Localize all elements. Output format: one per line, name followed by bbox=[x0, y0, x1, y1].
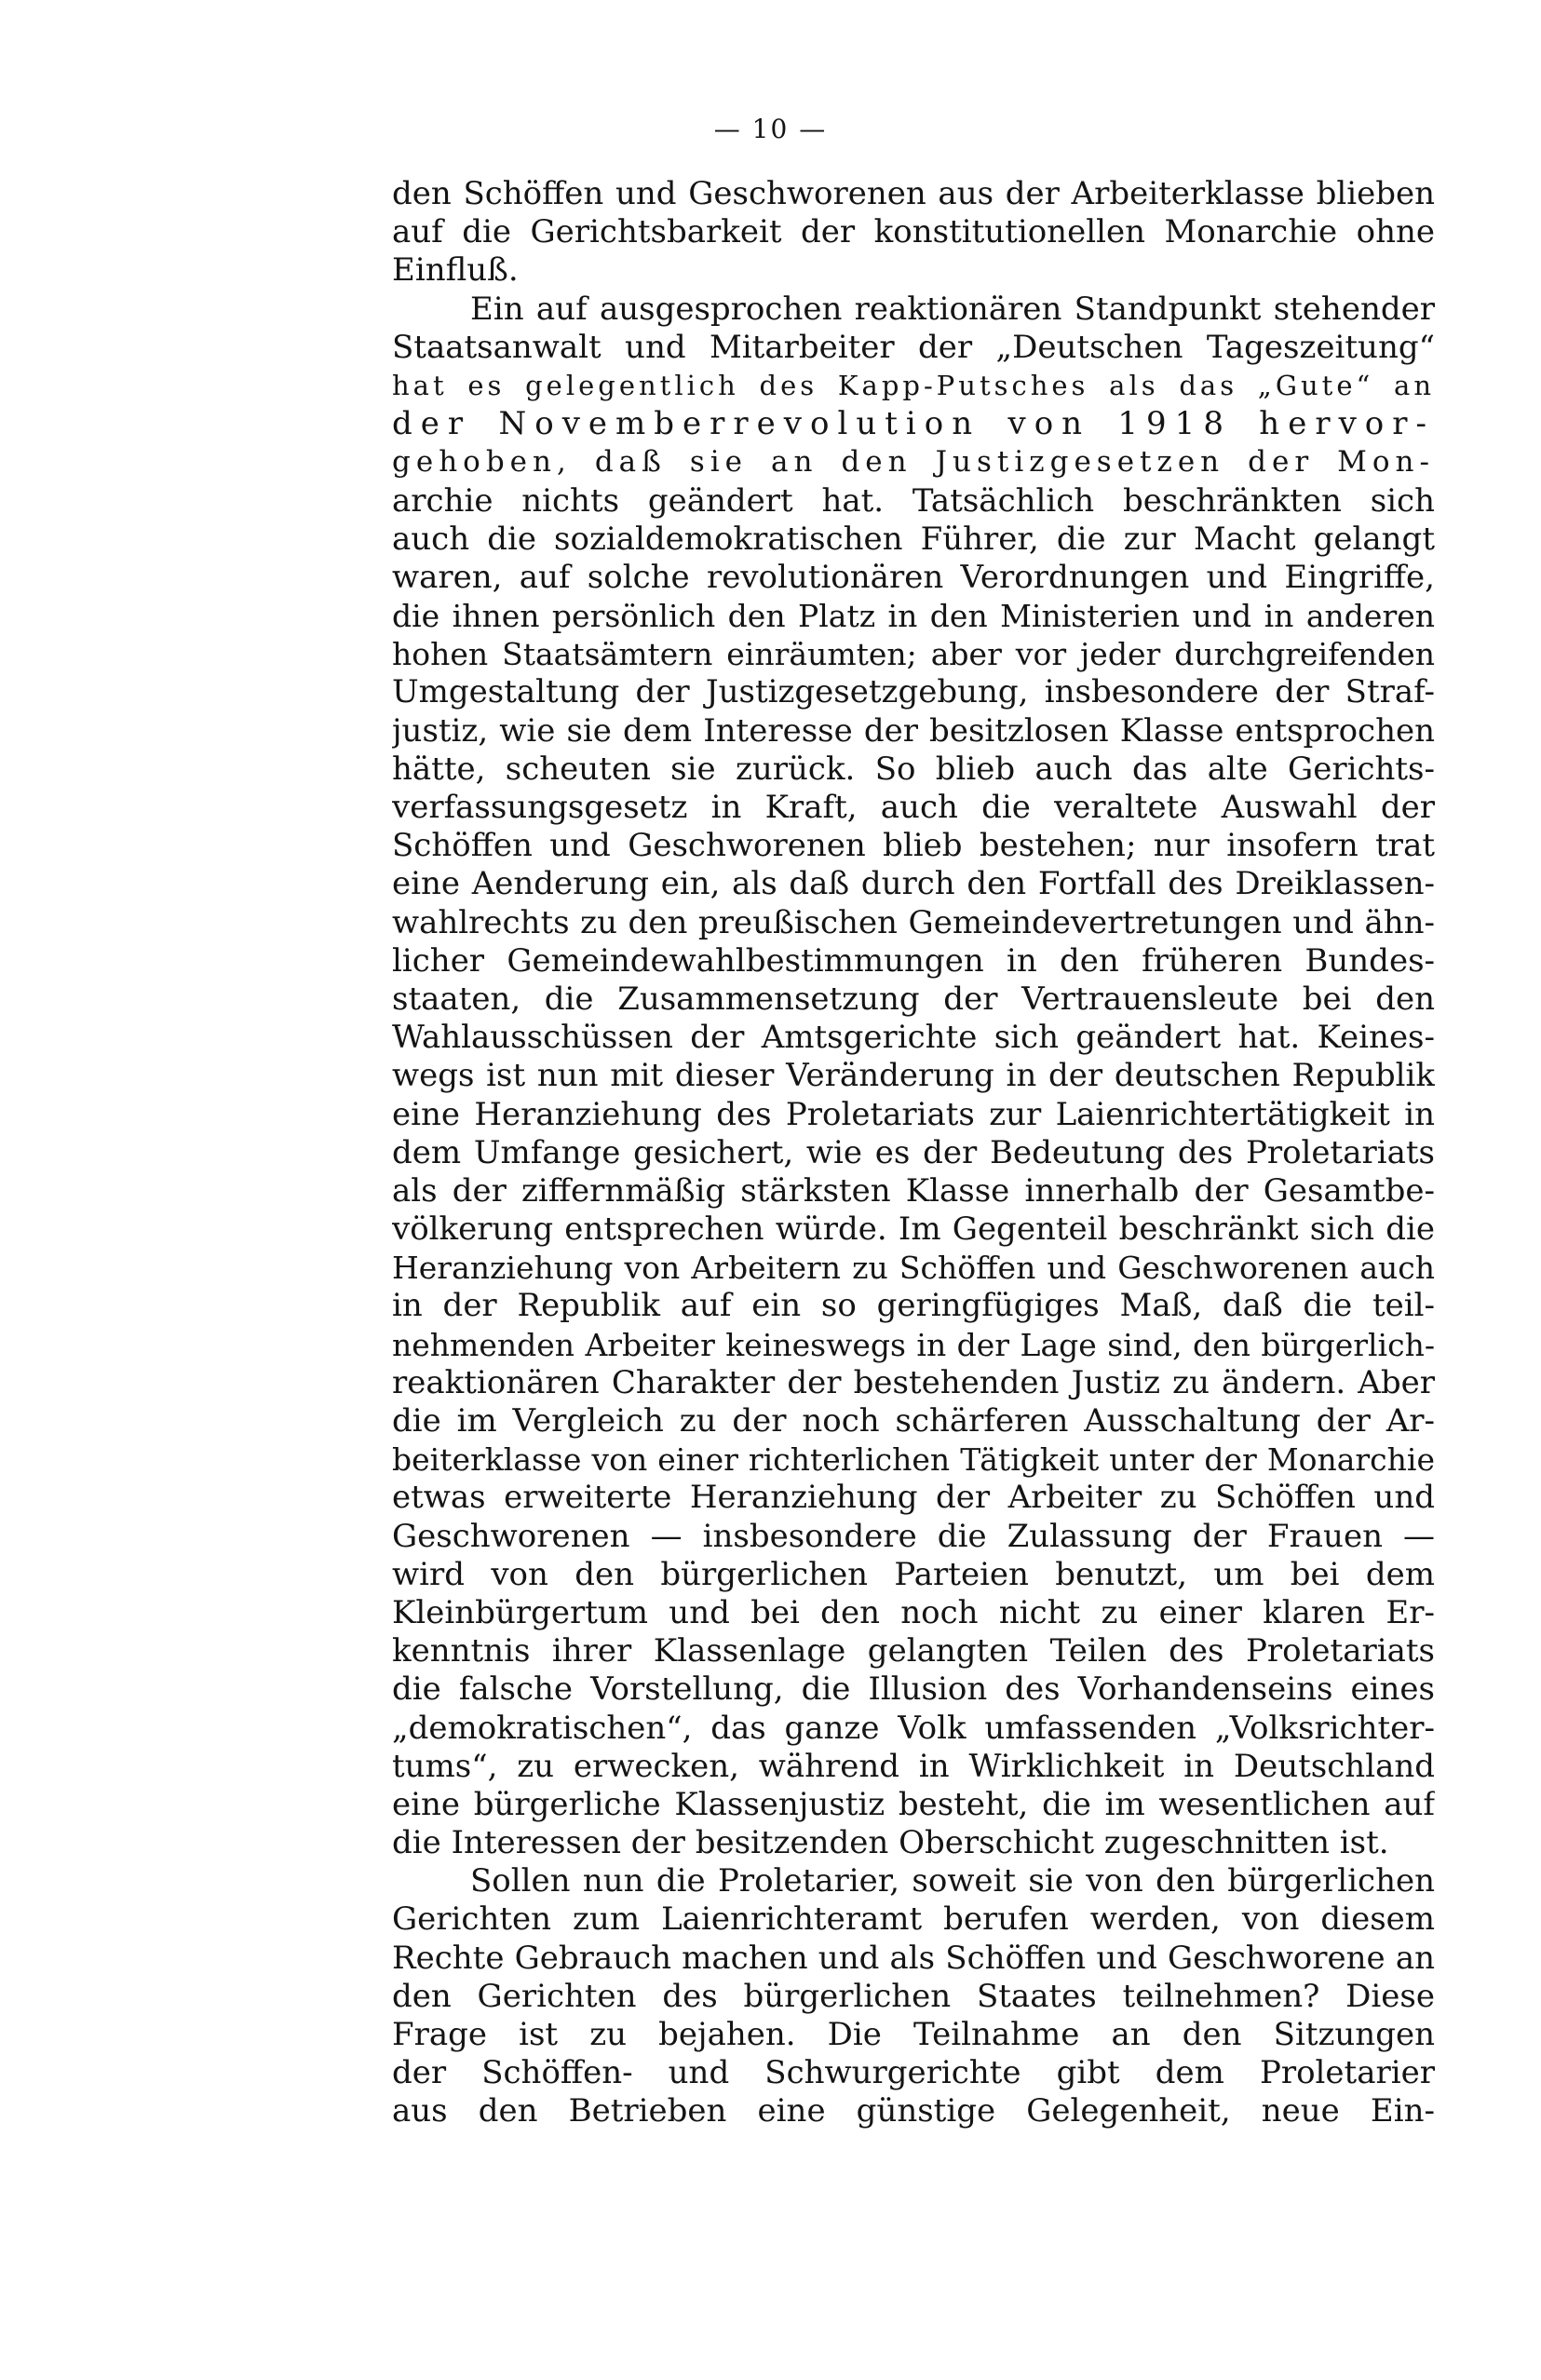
text-line-spaced: hat es gelegentlich des Kapp-Putsches als das „Gute“ an bbox=[392, 369, 1435, 401]
text-line: kenntnis ihrer Klassenlage gelangten Teilen des Proletariats bbox=[392, 1632, 1435, 1670]
text-line: nehmenden Arbeiter keineswegs in der Lage sind, den bürgerlich- bbox=[392, 1326, 1435, 1363]
text-line: etwas erweiterte Heranziehung der Arbeiter zu Schöffen und bbox=[392, 1479, 1435, 1517]
text-line: die im Vergleich zu der noch schärferen Ausschaltung der Ar- bbox=[392, 1402, 1435, 1440]
text-line: den Schöffen und Geschworenen aus der Arbeiterklasse blieben bbox=[392, 175, 1435, 212]
text-line: hätte, scheuten sie zurück. So blieb auch das alte Gerichts- bbox=[392, 750, 1435, 788]
text-line: tums“, zu erwecken, während in Wirklichkeit in Deutschland bbox=[392, 1747, 1435, 1785]
text-line: Umgestaltung der Justizgesetzgebung, insbesondere der Straf- bbox=[392, 673, 1435, 711]
text-line: wird von den bürgerlichen Parteien benutzt, um bei dem bbox=[392, 1555, 1435, 1593]
text-line: der Schöffen- und Schwurgerichte gibt dem Proletarier bbox=[392, 2054, 1435, 2092]
text-line: Frage ist zu bejahen. Die Teilnahme an den Sitzungen bbox=[392, 2016, 1435, 2053]
text-line: wahlrechts zu den preußischen Gemeindevertretungen und ähn- bbox=[392, 903, 1435, 941]
text-line: waren, auf solche revolutionären Verordnungen und Eingriffe, bbox=[392, 558, 1435, 596]
text-line: Geschworenen — insbesondere die Zulassung der Frauen — bbox=[392, 1517, 1435, 1555]
text-line: den Gerichten des bürgerlichen Staates teilnehmen? Diese bbox=[392, 1977, 1435, 2015]
text-line: in der Republik auf ein so geringfügiges Maß, daß die teil- bbox=[392, 1287, 1435, 1325]
text-line: staaten, die Zusammensetzung der Vertrauensleute bei den bbox=[392, 980, 1435, 1018]
text-line-spaced: der Novemberrevolution von 1918 hervor- bbox=[392, 405, 1435, 443]
text-line: Einfluß. bbox=[392, 251, 519, 290]
text-line: archie nichts geändert hat. Tatsächlich beschränkten sich bbox=[392, 481, 1435, 520]
text-line: die Interessen der besitzenden Oberschicht zugeschnitten ist. bbox=[392, 1824, 1389, 1862]
text-line: eine Heranziehung des Proletariats zur Laienrichtertätigkeit in bbox=[392, 1095, 1435, 1133]
text-line: licher Gemeindewahlbestimmungen in den früheren Bundes- bbox=[392, 941, 1435, 980]
text-line: Kleinbürgertum und bei den noch nicht zu einer klaren Er- bbox=[392, 1593, 1435, 1631]
text-line: reaktionären Charakter der bestehenden Justiz zu ändern. Aber bbox=[392, 1363, 1435, 1401]
text-line: Staatsanwalt und Mitarbeiter der „Deutschen Tageszeitung“ bbox=[392, 328, 1435, 366]
body-text bbox=[392, 175, 1435, 2131]
text-line: auf die Gerichtsbarkeit der konstitutionellen Monarchie ohne bbox=[392, 213, 1435, 251]
text-line: aus den Betrieben eine günstige Gelegenheit, neue Ein- bbox=[392, 2092, 1435, 2130]
text-line: die falsche Vorstellung, die Illusion des Vorhandenseins eines bbox=[392, 1670, 1435, 1709]
text-line: auch die sozialdemokratischen Führer, die zur Macht gelangt bbox=[392, 520, 1435, 558]
text-line-spaced: gehoben, daß sie an den Justizgesetzen der Mon- bbox=[392, 445, 1435, 480]
text-line: wegs ist nun mit dieser Veränderung in der deutschen Republik bbox=[392, 1057, 1435, 1095]
text-line: Rechte Gebrauch machen und als Schöffen und Geschworene an bbox=[392, 1939, 1435, 1977]
page-number: — 10 — bbox=[713, 114, 828, 144]
text-line: völkerung entsprechen würde. Im Gegenteil beschränkt sich die bbox=[392, 1210, 1435, 1249]
text-line: „demokratischen“, das ganze Volk umfassenden „Volksrichter- bbox=[392, 1709, 1435, 1747]
text-line: Gerichten zum Laienrichteramt berufen werden, von diesem bbox=[392, 1900, 1435, 1939]
text-line: justiz, wie sie dem Interesse der besitzlosen Klasse entsprochen bbox=[392, 711, 1435, 750]
paragraph-start-line: Ein auf ausgesprochen reaktionären Standpunkt stehender bbox=[470, 290, 1435, 328]
text-line: dem Umfange gesichert, wie es der Bedeutung des Proletariats bbox=[392, 1133, 1435, 1171]
text-line: Wahlausschüssen der Amtsgerichte sich geändert hat. Keines- bbox=[392, 1019, 1435, 1057]
text-line: eine bürgerliche Klassenjustiz besteht, die im wesentlichen auf bbox=[392, 1785, 1435, 1823]
text-line: Heranziehung von Arbeitern zu Schöffen und Geschworenen auch bbox=[392, 1250, 1435, 1287]
text-line: eine Aenderung ein, als daß durch den Fortfall des Dreiklassen- bbox=[392, 865, 1435, 903]
text-line: hohen Staatsämtern einräumten; aber vor jeder durchgreifenden bbox=[392, 636, 1435, 673]
text-line: Schöffen und Geschworenen blieb bestehen; nur insofern trat bbox=[392, 827, 1435, 865]
text-line: die ihnen persönlich den Platz in den Ministerien und in anderen bbox=[392, 598, 1435, 635]
text-line: als der ziffernmäßig stärksten Klasse innerhalb der Gesamtbe- bbox=[392, 1171, 1435, 1210]
text-line: verfassungsgesetz in Kraft, auch die veraltete Auswahl der bbox=[392, 789, 1435, 826]
paragraph-start-line: Sollen nun die Proletarier, soweit sie von den bürgerlichen bbox=[470, 1862, 1435, 1900]
text-line: beiterklasse von einer richterlichen Tätigkeit unter der Monarchie bbox=[392, 1441, 1435, 1479]
